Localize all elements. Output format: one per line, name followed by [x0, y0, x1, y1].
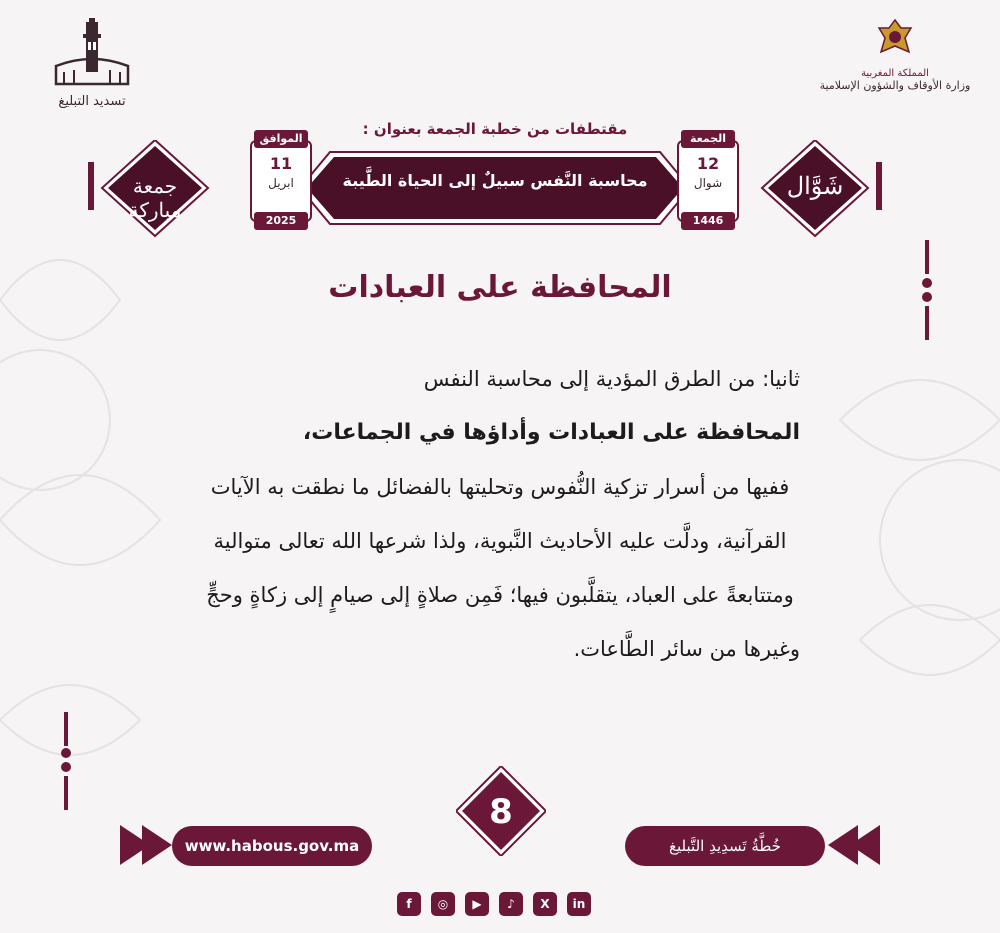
ornament-line — [925, 240, 929, 274]
section-title: المحافظة على العبادات — [328, 270, 672, 305]
ornament-dot — [61, 748, 71, 758]
body-line: ففيها من أسرار تزكية النُّفوس وتحليتها بالفضائل ما نطقت به الآيات — [210, 475, 790, 499]
hijri-day-label: الجمعة — [681, 130, 735, 148]
ornament-dot — [61, 762, 71, 772]
facebook-icon[interactable]: f — [397, 892, 421, 916]
youtube-icon[interactable]: ▶ — [465, 892, 489, 916]
gregorian-year: 2025 — [254, 212, 308, 230]
tiktok-icon[interactable]: ♪ — [499, 892, 523, 916]
hijri-year: 1446 — [681, 212, 735, 230]
hijri-day: 12 — [696, 154, 720, 173]
linkedin-icon[interactable]: in — [567, 892, 591, 916]
body-line: القرآنية، ودلَّت عليه الأحاديث النَّبوية، ولذا شرعها الله تعالى متوالية — [213, 529, 787, 553]
ornament-dot — [922, 278, 932, 288]
body-line: ثانيا: من الطرق المؤدية إلى محاسبة النفس — [423, 367, 800, 391]
ornament-dot — [922, 292, 932, 302]
ministry-logo — [815, 18, 975, 92]
gregorian-day: 11 — [269, 154, 293, 173]
body-line: ومتتابعةً على العباد، يتقلَّبون فيها؛ فَمِن صلاةٍ إلى صيامٍ إلى زكاةٍ وحجٍّ — [206, 583, 794, 607]
website-link[interactable]: www.habous.gov.ma — [172, 826, 372, 866]
hijri-month: شوال — [693, 176, 723, 190]
royal-emblem-icon — [875, 18, 915, 58]
page-number: 8 — [489, 792, 513, 832]
tasdid-logo-label: تسديد التبليغ — [58, 94, 126, 109]
page-number-badge — [456, 766, 546, 856]
ornament-line — [925, 306, 929, 340]
gregorian-date-box — [250, 132, 312, 227]
ornament-line — [64, 776, 68, 810]
shawwal-label: شَوَّال — [786, 172, 844, 200]
hijri-date-box — [677, 132, 739, 227]
instagram-icon[interactable]: ◎ — [431, 892, 455, 916]
gregorian-day-label: الموافق — [254, 130, 308, 148]
sermon-subtitle: مقتطفات من خطبة الجمعة بعنوان : — [362, 120, 628, 138]
jumuaa-mubaraka-label: جمعة مباركة — [128, 174, 182, 222]
body-line: المحافظة على العبادات وأداؤها في الجماعات، — [302, 420, 800, 445]
ministry-kingdom-label: المملكة المغربية — [861, 68, 929, 79]
body-text — [60, 352, 940, 676]
x-icon[interactable]: X — [533, 892, 557, 916]
minaret-icon — [52, 18, 132, 88]
plan-label: خُطَّةُ تَسدِيدِ التَّبليغ — [625, 826, 825, 866]
sermon-title: محاسبة النَّفس سبيلٌ إلى الحياة الطَّيبة — [342, 171, 648, 190]
body-line: وغيرها من سائر الطَّاعات. — [573, 637, 800, 661]
tasdid-logo — [52, 18, 132, 109]
ministry-name-label: وزارة الأوقاف والشؤون الإسلامية — [819, 79, 971, 92]
gregorian-month: ابريل — [268, 176, 294, 190]
social-links — [397, 892, 591, 916]
ornament-line — [64, 712, 68, 746]
